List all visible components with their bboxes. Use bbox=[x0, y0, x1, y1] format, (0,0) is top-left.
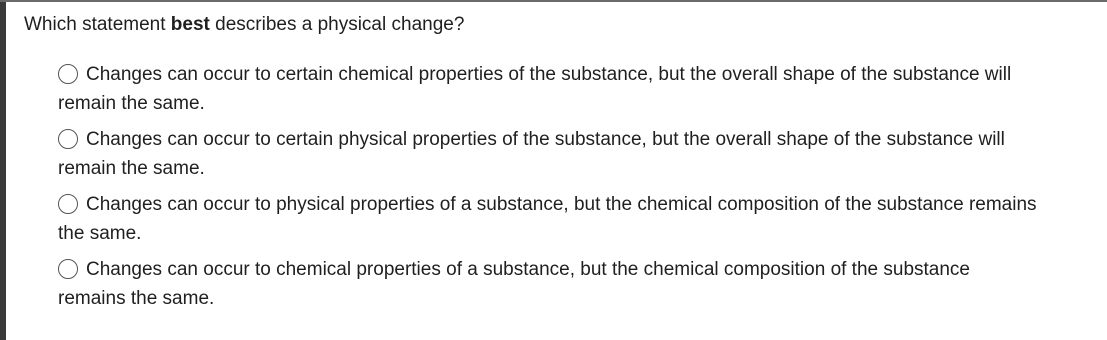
answer-option-1[interactable] bbox=[58, 60, 1107, 118]
answer-option-2[interactable] bbox=[58, 125, 1107, 183]
question-prompt bbox=[24, 13, 464, 37]
answer-option-1-line1-row bbox=[58, 60, 1107, 89]
radio-button-4[interactable] bbox=[58, 259, 78, 279]
answer-option-1-line2: remain the same. bbox=[58, 93, 205, 114]
question-suffix: describes a physical change? bbox=[209, 14, 465, 35]
question-emphasis: best bbox=[170, 14, 210, 35]
radio-button-3[interactable] bbox=[58, 194, 78, 214]
page-left-border bbox=[0, 0, 6, 340]
answer-option-3-line1-row bbox=[58, 190, 1107, 219]
answer-option-3-line2: the same. bbox=[58, 223, 142, 244]
answer-option-3[interactable] bbox=[58, 190, 1107, 248]
answer-option-4[interactable] bbox=[58, 255, 1107, 313]
answer-option-2-line2: remain the same. bbox=[58, 158, 205, 179]
answer-option-4-line1-row bbox=[58, 255, 1107, 284]
page-top-border bbox=[0, 0, 1107, 2]
radio-button-2[interactable] bbox=[58, 129, 78, 149]
radio-button-1[interactable] bbox=[58, 64, 78, 84]
answer-option-2-line1: Changes can occur to certain physical properties of the substance, but the overall shape of the substance will bbox=[86, 129, 1005, 150]
answer-option-4-line1: Changes can occur to chemical properties of a substance, but the chemical composition of the substance bbox=[86, 259, 970, 280]
answer-option-3-line1: Changes can occur to physical properties of a substance, but the chemical composition of the substance remains bbox=[86, 194, 1037, 215]
answer-option-2-line1-row bbox=[58, 125, 1107, 154]
question-prefix: Which statement bbox=[24, 14, 171, 35]
answer-option-4-line2: remains the same. bbox=[58, 288, 215, 309]
answer-option-1-line1: Changes can occur to certain chemical properties of the substance, but the overall shape of the substance will bbox=[86, 64, 1012, 85]
